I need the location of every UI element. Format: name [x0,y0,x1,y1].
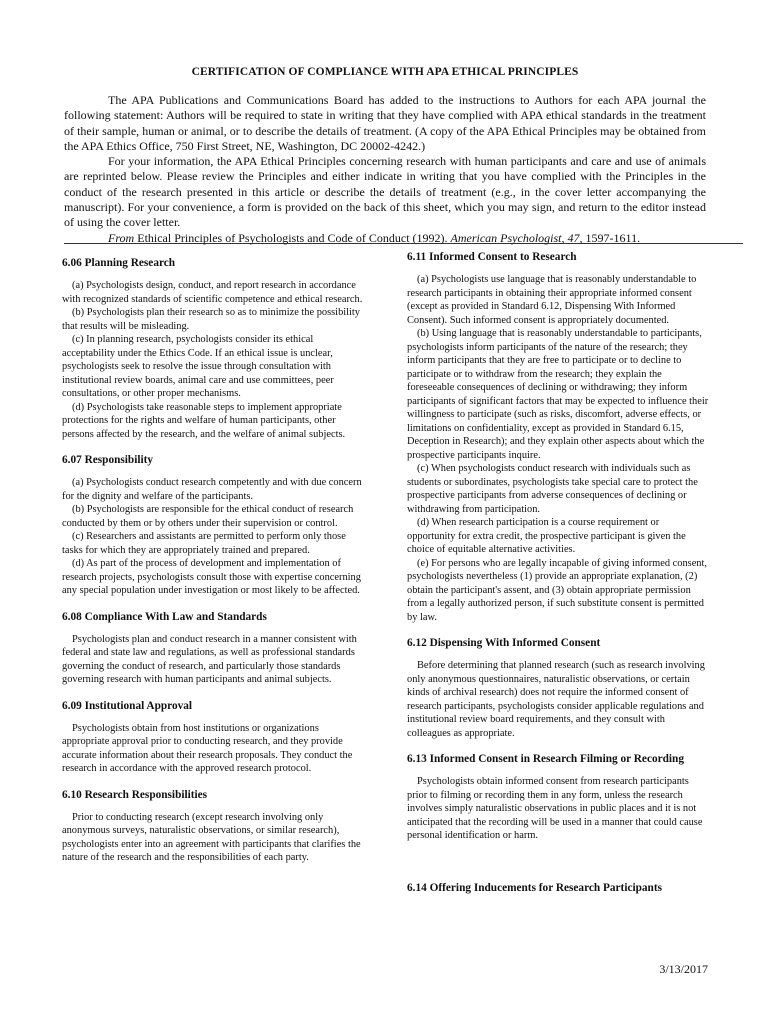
page-date: 3/13/2017 [659,962,708,976]
source-journal: American Psychologist, 47, [450,230,583,245]
section-6-14 [407,881,709,896]
section-paragraph: (d) When research participation is a course requirement or opportunity for extra credit, the prospective participant is given the choice of equitable alternative activities. [407,517,686,555]
section-6-12 [407,636,709,740]
section-heading: 6.07 Responsibility [62,454,154,466]
section-6-10 [62,788,364,865]
section-heading: 6.12 Dispensing With Informed Consent [407,637,601,649]
right-column [407,250,709,908]
left-column [62,256,364,877]
section-paragraph: (c) Researchers and assistants are permitted to perform only those tasks for which they are appropriately trained and prepared. [62,531,346,556]
section-paragraph: (a) Psychologists use language that is reasonably understandable to research participants in obtaining their appropriate informed consent (except as provided in Standard 6.12, Dispensing With Informed Consent). Such informed consent is appropriately documented. [407,274,697,326]
section-paragraph: (b) Using language that is reasonably understandable to participants, psychologists inform participants of the nature of the research; they inform participants that they are free to participate or to decline to participate or to withdraw from the research; they explain the foreseeable consequences of declining or withdrawing; they inform participants of significant factors that may be expected to influence their willingness to participate (such as risks, discomfort, adverse effects, or limitations on confidentiality, except as provided in Standard 6.15, Deception in Research); and they explain other aspects about which the prospective participants inquire. [407,328,709,461]
section-paragraph: (a) Psychologists conduct research competently and with due concern for the dignity and welfare of the participants. [62,477,362,502]
section-paragraph: (d) As part of the process of development and implementation of research projects, psychologists consult those with expertise concerning any special population under investigation or most likely to be affected. [62,558,361,596]
source-title: Ethical Principles of Psychologists and Code of Conduct (1992). [134,230,451,245]
section-paragraph: Before determining that planned research (such as research involving only anonymous questionnaires, naturalistic observations, or certain kinds of archival research) does not require the informed consent of research participants, psychologists consider applicable regulations and institutional review board requirements, and they consult with colleagues as appropriate. [407,660,705,739]
section-paragraph: Psychologists plan and conduct research in a manner consistent with federal and state law and regulations, as well as professional standards governing the conduct of research, and particularly those standards governing research with human participants and animal subjects. [62,633,357,685]
section-heading: 6.06 Planning Research [62,257,176,269]
section-heading: 6.09 Institutional Approval [62,699,193,712]
section-paragraph: Prior to conducting research (except research involving only anonymous surveys, naturalistic observations, or similar research), psychologists enter into an agreement with participants that clarifies the nature of the research and the responsibilities of each party. [62,811,361,863]
section-6-07 [62,453,364,598]
section-paragraph: (d) Psychologists take reasonable steps to implement appropriate protections for the rights and welfare of human participants, other persons affected by the research, and the welfare of animal subjects. [62,401,346,440]
section-heading: 6.11 Informed Consent to Research [407,251,577,263]
section-heading: 6.14 Offering Inducements for Research Participants [407,881,662,894]
section-paragraph: (b) Psychologists plan their research so as to minimize the possibility that results will be misleading. [62,307,361,332]
intro-paragraph: The APA Publications and Communications Board has added to the instructions to Authors for each APA journal the following statement: Authors will be required to state in writing that they have complied with APA ethical standards in the treatment of their sample, human or animal, or to describe the details of treatment. (A copy of the APA Ethical Principles may be obtained from the APA Ethics Office, 750 First Street, NE, Washington, DC 20002-4242.) [64,93,706,153]
section-paragraph: (a) Psychologists design, conduct, and report research in accordance with recognized standards of scientific competence and ethical research. [62,280,363,305]
section-heading: 6.10 Research Responsibilities [62,788,208,801]
divider-rule [64,243,743,244]
section-heading: 6.13 Informed Consent in Research Filming or Recording [407,753,684,765]
section-6-11 [407,250,709,624]
section-paragraph: (e) For persons who are legally incapable of giving informed consent, psychologists nevertheless (1) provide an appropriate explanation, (2) obtain the participant's assent, and (3) obtain appropriate permission from a legally authorized person, if such substitute consent is permitted by law. [407,557,707,623]
source-from: From [108,230,135,245]
intro-paragraph: For your information, the APA Ethical Principles concerning research with human participants and care and use of animals are reprinted below. Please review the Principles and either indicate in writing that you have complied with the Principles in the conduct of the research presented in this article or describe the details of treatment (e.g., in the cover letter accompanying the manuscript). For your convenience, a form is provided on the back of this sheet, which you may sign, and return to the editor instead of using the cover letter. [64,154,706,230]
source-pages: 1597-1611. [582,230,641,245]
document-title: CERTIFICATION OF COMPLIANCE WITH APA ETHICAL PRINCIPLES [191,66,579,78]
section-paragraph: (c) When psychologists conduct research with individuals such as students or subordinates, psychologists take special care to protect the prospective participants from adverse consequences of declining or withdrawing from participation. [407,463,698,515]
section-paragraph: Psychologists obtain informed consent from research participants prior to filming or recording them in any form, unless the research involves simply naturalistic observations in public places and it is not anticipated that the recording will be used in a manner that could cause personal identification or harm. [407,776,703,841]
intro-block [64,93,706,246]
section-6-09 [62,699,364,776]
section-paragraph: (b) Psychologists are responsible for the ethical conduct of research conducted by them or by others under their supervision or control. [62,504,354,529]
section-paragraph: (c) In planning research, psychologists consider its ethical acceptability under the Ethics Code. If an ethical issue is unclear, psychologists seek to resolve the issue through consultation with institutional review boards, animal care and use committees, peer consultations, or other proper mechanisms. [62,334,334,399]
section-6-13 [407,752,709,843]
section-paragraph: Psychologists obtain from host institutions or organizations appropriate approval prior to conducting research, and they provide accurate information about their research proposals. They conduct the research in accordance with the approved research protocol. [62,722,353,774]
section-heading: 6.08 Compliance With Law and Standards [62,610,267,623]
section-6-06 [62,256,364,441]
section-6-08 [62,610,364,687]
